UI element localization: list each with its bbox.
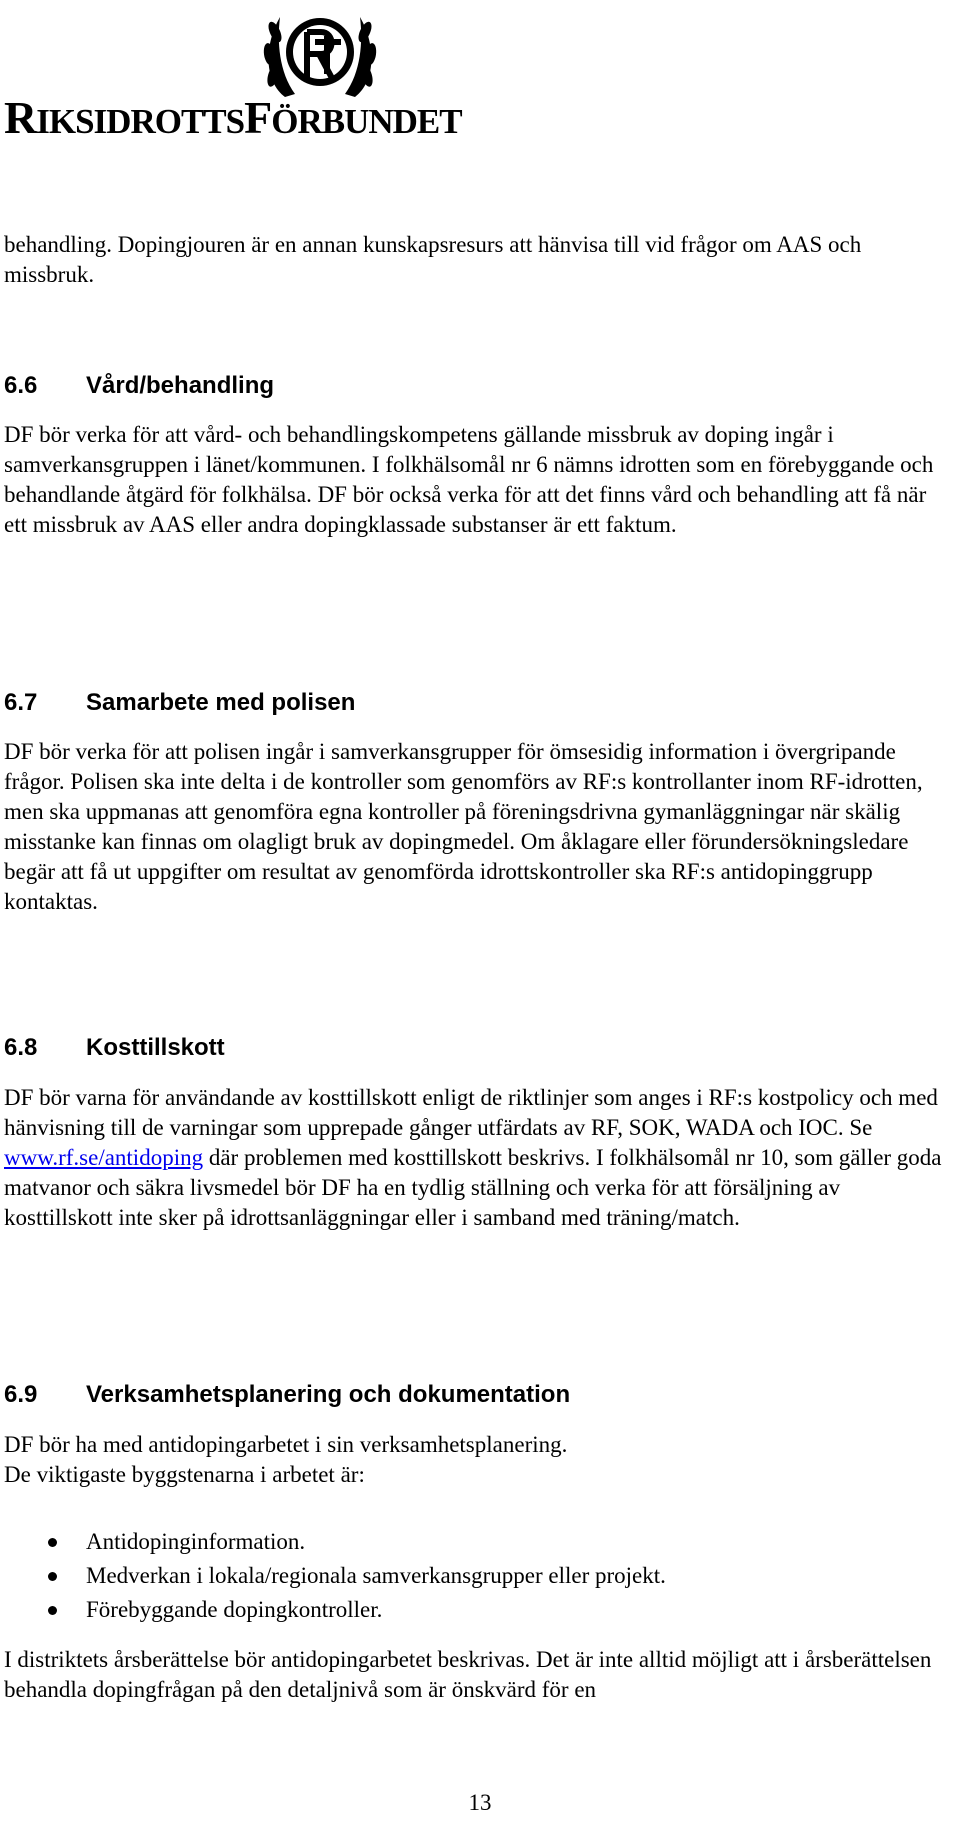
section-title: Samarbete med polisen (86, 689, 356, 716)
section-title: Kosttillskott (86, 1034, 225, 1061)
section-title: Vård/behandling (86, 372, 275, 399)
section-6-9-line-1: DF bör ha med antidopingarbetet i sin verksamhetsplanering. (4, 1432, 568, 1457)
section-6-9-heading (4, 1380, 570, 1410)
list-item: Förebyggande dopingkontroller. (4, 1593, 954, 1627)
section-number: 6.6 (4, 372, 38, 399)
building-blocks-list (4, 1525, 954, 1627)
section-6-9-closing-paragraph: I distriktets årsberättelse bör antidopingarbetet beskrivas. Det är inte alltid möjligt att i årsberättelsen behandla dopingfrågan på den detaljnivå som är önskvärd för en (4, 1647, 932, 1702)
section-6-6-paragraph: DF bör verka för att vård- och behandlingskompetens gällande missbruk av doping ingår i samverkansgruppen i länet/kommunen. I folkhälsomål nr 6 nämns idrotten som en förebyggande och behandlande åtgärd för folkhälsa. DF bör också verka för att det finns vård och behandling att få när ett missbruk av AAS eller andra dopingklassade substanser är ett faktum. (4, 422, 934, 537)
intro-paragraph: behandling. Dopingjouren är en annan kunskapsresurs att hänvisa till vid frågor om AAS och missbruk. (4, 232, 862, 287)
section-6-6-heading (4, 371, 274, 401)
section-6-9-line-2: De viktigaste byggstenarna i arbetet är: (4, 1462, 365, 1487)
logo-wordmark: RIKSIDROTTSFÖRBUNDET (4, 92, 462, 143)
list-item: Antidopinginformation. (4, 1525, 954, 1559)
section-6-8-paragraph: DF bör varna för användande av kosttillskott enligt de riktlinjer som anges i RF:s kostpolicy och med hänvisning till de varningar som upprepade gånger utfärdats av RF, SOK, WADA och IOC. Se www.rf.se/antidoping där problemen med kosttillskott beskrivs. I folkhälsomål nr 10, som gäller goda matvanor och säkra livsmedel bör DF ha en tydlig ställning och verka för att försäljning av kosttillskott inte sker på idrottsanläggningar eller i samband med träning/match. (4, 1085, 942, 1230)
bullet-icon (48, 1606, 57, 1615)
bullet-icon (48, 1572, 57, 1581)
bullet-icon (48, 1538, 57, 1547)
rf-emblem-icon (255, 2, 385, 107)
section-6-8-heading (4, 1033, 225, 1063)
page-number: 13 (468, 1790, 492, 1815)
section-title: Verksamhetsplanering och dokumentation (86, 1381, 571, 1408)
list-item: Medverkan i lokala/regionala samverkansgrupper eller projekt. (4, 1559, 954, 1593)
section-6-7-heading (4, 688, 355, 718)
section-number: 6.7 (4, 689, 38, 716)
section-number: 6.8 (4, 1034, 38, 1061)
section-6-7-paragraph: DF bör verka för att polisen ingår i samverkansgrupper för ömsesidig information i övergripande frågor. Polisen ska inte delta i de kontroller som genomförs av RF:s kontrollanter inom RF-idrotten, men ska uppmanas att genomföra egna kontroller på föreningsdrivna gymanläggningar när skälig misstanke kan finnas om olagligt bruk av dopingmedel. Om åklagare eller förundersökningsledare begär att få ut uppgifter om resultat av genomförda idrottskontroller ska RF:s antidopinggrupp kontaktas. (4, 739, 923, 914)
antidoping-link[interactable]: www.rf.se/antidoping (4, 1145, 204, 1170)
riksidrottsforbundet-logo (0, 0, 640, 150)
section-number: 6.9 (4, 1381, 38, 1408)
